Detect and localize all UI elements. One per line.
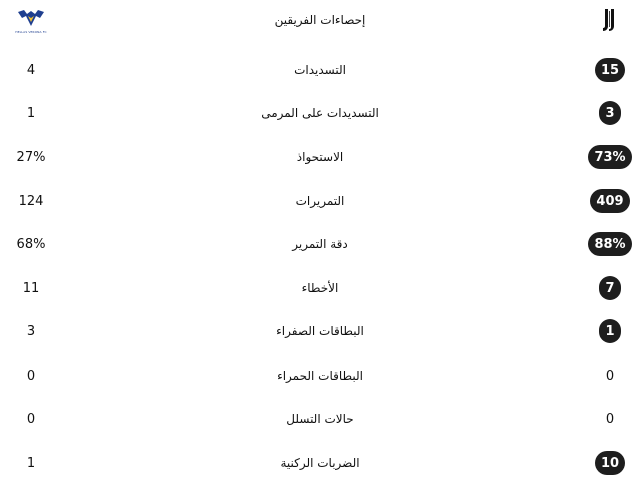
stat-label: دقة التمرير (292, 237, 348, 251)
away-value: 11 (22, 280, 40, 296)
home-value-badge: 73% (588, 145, 631, 169)
stat-row-shots-on-target (0, 98, 640, 128)
home-value-badge: 7 (599, 276, 621, 300)
home-value-badge: 409 (590, 189, 629, 213)
away-team-logo (10, 5, 52, 35)
away-value: 0 (26, 411, 36, 427)
home-value-badge: 15 (595, 58, 625, 82)
away-logo-caption: HELLAS VERONA FC (15, 30, 47, 34)
home-value: 0 (605, 368, 615, 384)
away-value: 1 (26, 455, 36, 471)
stat-label: البطاقات الحمراء (277, 369, 363, 383)
away-value: 1 (26, 105, 36, 121)
stat-label: الضربات الركنية (280, 456, 360, 470)
stat-label: الاستحواذ (296, 150, 344, 164)
stat-row-passes (0, 186, 640, 216)
away-value: 27% (16, 149, 46, 165)
stat-label: حالات التسلل (286, 412, 354, 426)
verona-logo-icon (14, 6, 48, 30)
home-value-badge: 1 (599, 319, 621, 343)
away-value: 68% (16, 236, 46, 252)
stats-title: إحصاءات الفريقين (274, 13, 366, 27)
stat-label: الأخطاء (301, 281, 339, 295)
stat-row-red-cards (0, 361, 640, 391)
stats-header (0, 5, 640, 35)
stat-row-shots (0, 55, 640, 85)
home-value-badge: 10 (595, 451, 625, 475)
home-value-badge: 88% (588, 232, 631, 256)
stat-label: التمريرات (295, 194, 345, 208)
away-value: 124 (18, 193, 44, 209)
stat-row-possession (0, 142, 640, 172)
home-value: 0 (605, 411, 615, 427)
stat-label: التسديدات (294, 63, 346, 77)
home-team-logo (595, 5, 625, 35)
away-value: 0 (26, 368, 36, 384)
away-value: 4 (26, 62, 36, 78)
stat-row-offsides (0, 404, 640, 434)
stat-row-corners (0, 448, 640, 478)
away-value: 3 (26, 323, 36, 339)
home-value-badge: 3 (599, 101, 621, 125)
stat-row-yellow-cards (0, 316, 640, 346)
juventus-logo-icon (601, 7, 619, 33)
stat-label: البطاقات الصفراء (276, 324, 364, 338)
stat-row-pass-accuracy (0, 229, 640, 259)
stat-row-fouls (0, 273, 640, 303)
stat-label: التسديدات على المرمى (261, 106, 379, 120)
